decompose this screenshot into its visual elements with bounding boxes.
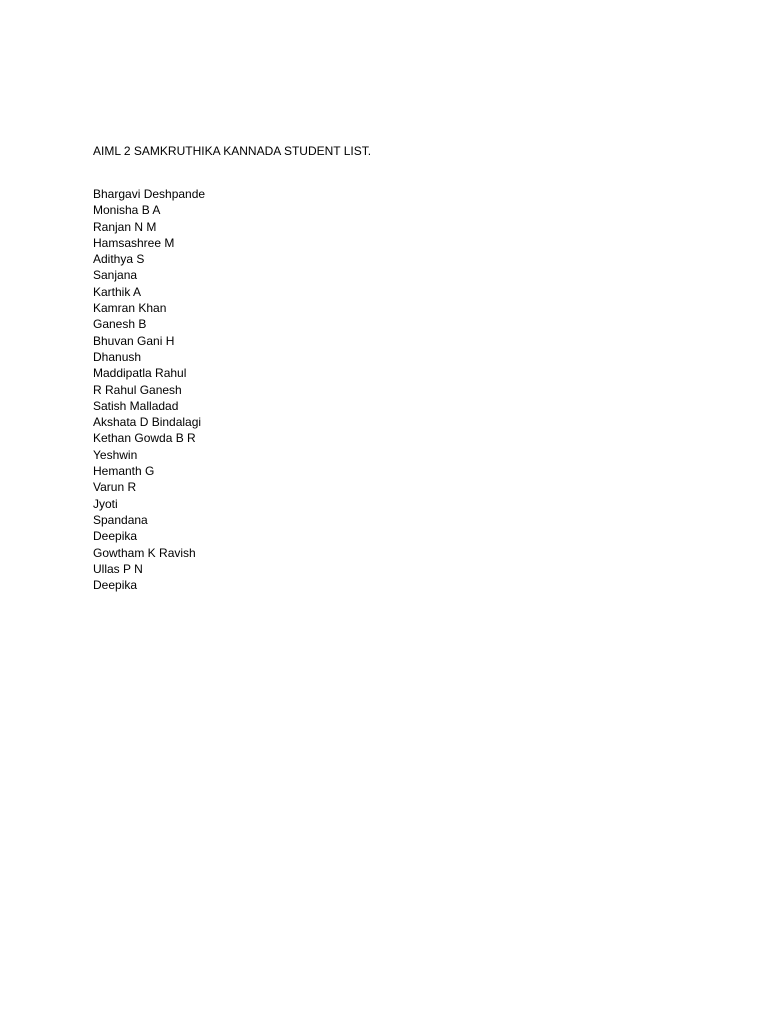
document-title: AIML 2 SAMKRUTHIKA KANNADA STUDENT LIST. bbox=[93, 144, 372, 158]
list-item: Ranjan N M bbox=[93, 219, 157, 234]
list-item: Yeshwin bbox=[93, 447, 138, 462]
list-item: R Rahul Ganesh bbox=[93, 382, 182, 397]
list-item: Spandana bbox=[93, 512, 148, 527]
list-item: Sanjana bbox=[93, 268, 138, 283]
list-item: Hemanth G bbox=[93, 464, 155, 479]
list-item: Bhargavi Deshpande bbox=[93, 187, 206, 201]
list-item: Bhuvan Gani H bbox=[93, 333, 175, 348]
list-item: Karthik A bbox=[93, 284, 142, 299]
list-item: Kamran Khan bbox=[93, 301, 167, 316]
list-item: Monisha B A bbox=[93, 203, 161, 218]
list-item: Deepika bbox=[93, 529, 138, 544]
list-item: Satish Malladad bbox=[93, 398, 179, 413]
list-item: Maddipatla Rahul bbox=[93, 366, 187, 381]
list-item: Varun R bbox=[93, 480, 137, 495]
list-item: Kethan Gowda B R bbox=[93, 431, 196, 446]
list-item: Gowtham K Ravish bbox=[93, 545, 196, 560]
list-item: Deepika bbox=[93, 578, 138, 593]
list-item: Ullas P N bbox=[93, 561, 143, 576]
list-item: Hamsashree M bbox=[93, 235, 175, 250]
list-item: Jyoti bbox=[93, 496, 118, 511]
list-item: Adithya S bbox=[93, 252, 145, 267]
list-item: Dhanush bbox=[93, 349, 142, 364]
student-list bbox=[93, 186, 205, 593]
list-item: Akshata D Bindalagi bbox=[93, 415, 202, 430]
list-item: Ganesh B bbox=[93, 317, 147, 332]
